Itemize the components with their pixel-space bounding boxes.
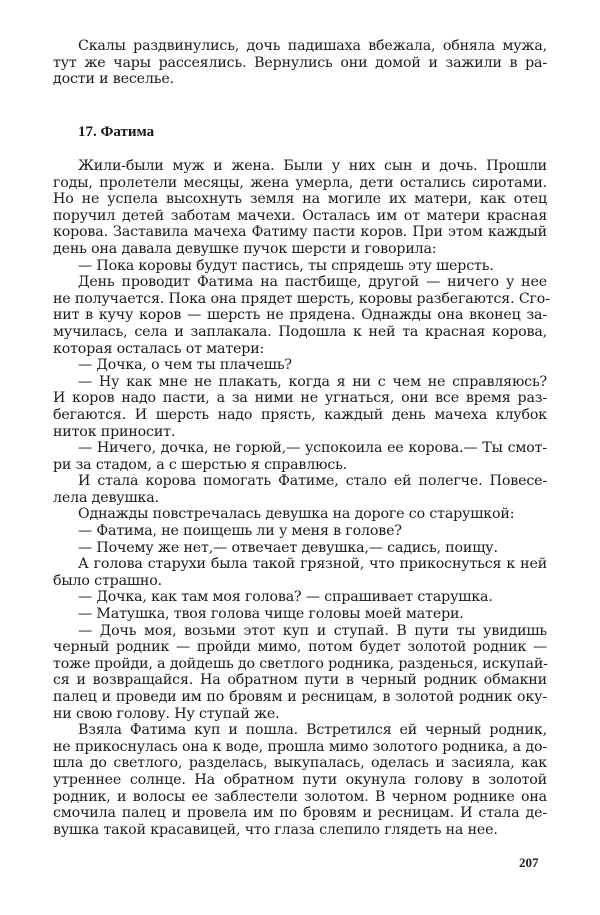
story-body: [53, 158, 550, 838]
text-line: лела девушка.: [53, 489, 159, 506]
text-line: — Ничего, дочка, не горюй,— успокоила ее корова.— Ты смот-: [78, 440, 547, 457]
text-line: корова. Заставила мачеха Фатиму пасти коров. При этом каждый: [53, 224, 547, 241]
text-line: бегаются. И шерсть надо прясть, каждый день мачеха клубок: [53, 406, 547, 423]
text-line: Скалы раздвинулись, дочь падишаха вбежала, обняла мужа,: [78, 38, 547, 54]
text-line: нит в кучу коров — шерсть не прядена. Однажды она вконец за-: [53, 307, 547, 324]
text-line: Взяла Фатима куп и пошла. Встретился ей черный родник,: [78, 722, 547, 739]
text-line: утреннее солнце. На обратном пути окунула голову в золотой: [53, 771, 547, 788]
text-line: ниток приносит.: [53, 423, 176, 440]
text-line: тут же чары рассеялись. Вернулись они домой и зажили в ра-: [53, 54, 547, 71]
text-line: годы, пролетели месяцы, жена умерла, дети остались сиротами.: [53, 174, 547, 191]
text-line: — Дочь моя, возьми этот куп и ступай. В пути ты увидишь: [78, 622, 547, 639]
text-line: И стала корова помогать Фатиме, стало ей полегче. Повесе-: [78, 473, 547, 490]
text-line: смочила палец и провела им по бровям и ресницам. И стала де-: [53, 805, 547, 822]
text-line: — Почему же нет,— отвечает девушка,— садись, поищу.: [78, 539, 498, 556]
text-line: день она давала девушке пучок шерсти и говорила:: [53, 240, 437, 257]
text-line: ни свою голову. Ну ступай же.: [53, 705, 280, 722]
text-line: шла до светлого, разделась, выкупалась, оделась и засияла, как: [53, 755, 547, 772]
text-line: — Пока коровы будут пастись, ты спрядешь эту шерсть.: [78, 257, 494, 274]
text-line: ся и возвращайся. На обратном пути в черный родник обмакни: [53, 672, 547, 689]
text-line: было страшно.: [53, 572, 162, 589]
text-line: Однажды повстречалась девушка на дороге со старушкой:: [78, 506, 515, 523]
book-page: [53, 38, 550, 838]
text-line: палец и проведи им по бровям и ресницам, в золотой родник оку-: [53, 689, 547, 705]
chapter-heading: 17. Фатима: [78, 124, 155, 140]
text-line: тоже пройди, а дойдешь до светлого родника, разденься, искупай-: [53, 655, 548, 672]
text-line: дости и веселье.: [53, 71, 174, 88]
text-line: — Дочка, как там моя голова? — спрашивает старушка.: [78, 589, 493, 606]
text-line: — Ну как мне не плакать, когда я ни с чем не справляюсь?: [78, 373, 547, 390]
text-line: которая осталась от матери:: [53, 340, 265, 357]
text-line: — Фатима, не поищешь ли у меня в голове?: [78, 523, 402, 540]
text-line: Жили-были муж и жена. Были у них сын и дочь. Прошли: [78, 158, 547, 174]
text-line: не прикоснулась она к воде, прошла мимо золотого родника, а до-: [53, 738, 547, 755]
previous-story-ending: [53, 38, 547, 88]
text-line: не получается. Пока она прядет шерсть, коровы разбегаются. Сго-: [53, 290, 550, 307]
text-line: А голова старухи была такой грязной, что прикоснуться к ней: [78, 556, 547, 573]
text-line: Но не успела высохнуть земля на могиле их матери, как отец: [53, 191, 547, 208]
text-line: черный родник — пройди мимо, потом будет золотой родник —: [53, 639, 547, 656]
text-line: ри за стадом, а с шерстью я справлюсь.: [53, 456, 348, 473]
page-number: 207: [519, 855, 539, 870]
text-line: — Матушка, твоя голова чище головы моей матери.: [78, 606, 464, 623]
text-line: мучилась, села и заплакала. Подошла к ней та красная корова,: [53, 323, 547, 340]
text-line: — Дочка, о чем ты плачешь?: [78, 357, 292, 374]
text-line: День проводит Фатима на пастбище, другой — ничего у нее: [78, 274, 547, 291]
text-line: вушка такой красавицей, что глаза слепило глядеть на нее.: [53, 821, 498, 838]
text-line: поручил детей заботам мачехи. Осталась им от матери красная: [53, 207, 547, 224]
text-line: родник, и волосы ее заблестели золотом. В черном роднике она: [53, 788, 547, 805]
text-line: И коров надо пасти, а за ними не угнаться, они все время раз-: [53, 390, 547, 407]
